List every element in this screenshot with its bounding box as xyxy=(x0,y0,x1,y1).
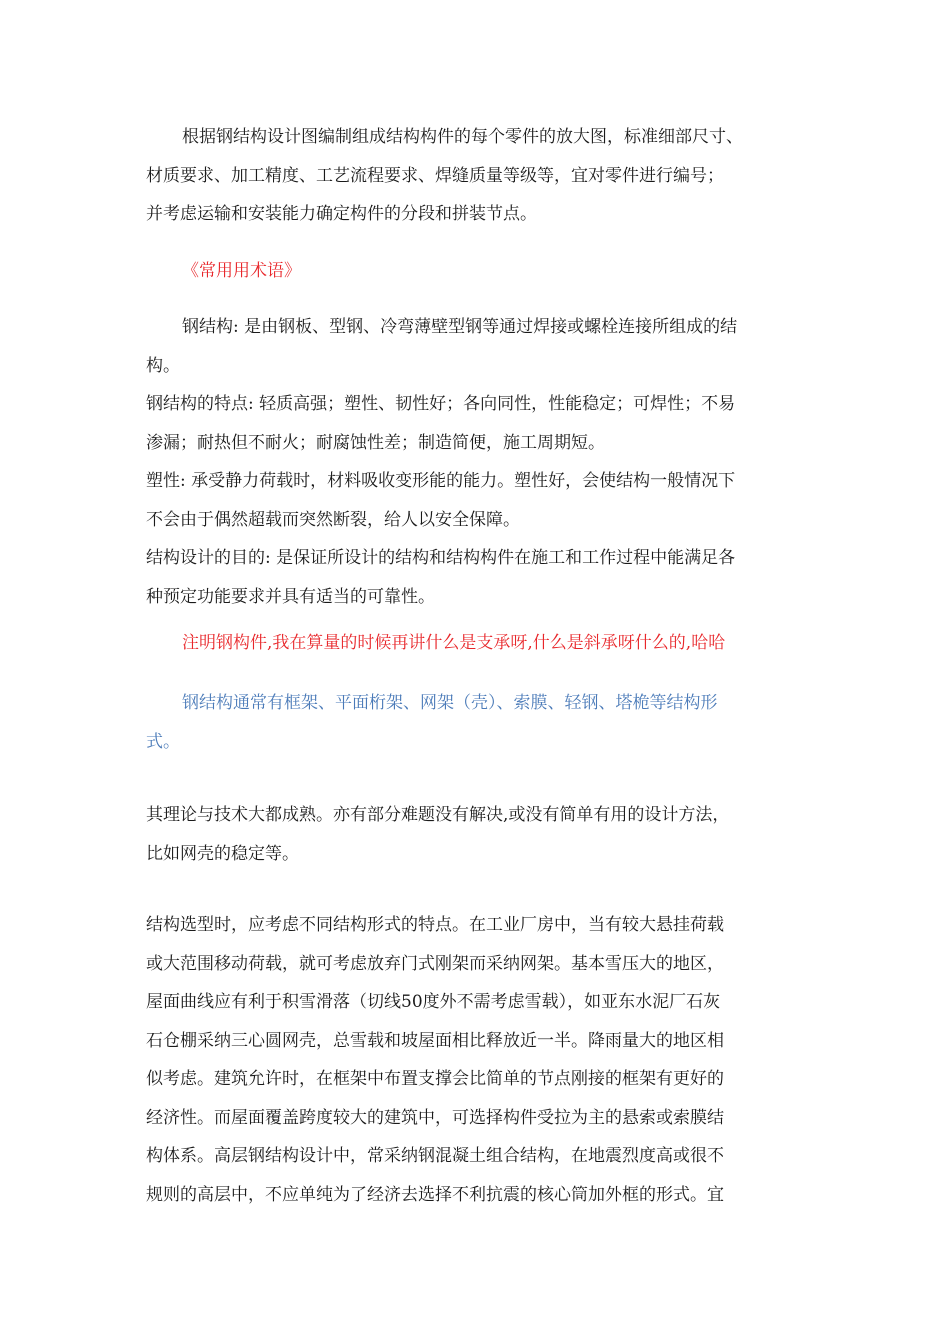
definition-line: 不会由于偶然超载而突然断裂，给人以安全保障。 xyxy=(146,509,520,530)
intro-paragraph xyxy=(146,118,810,234)
intro-line: 根据钢结构设计图编制组成结构构件的每个零件的放大图，标准细部尺寸、 xyxy=(182,127,743,147)
definition-line: 钢结构的特点: 轻质高强；塑性、韧性好；各向同性，性能稳定；可焊性；不易 xyxy=(146,394,736,414)
definition-line: 构。 xyxy=(146,355,180,376)
selection-line: 构体系。高层钢结构设计中，常采纳钢混凝土组合结构，在地震烈度高或很不 xyxy=(146,1146,724,1166)
selection-paragraph xyxy=(146,906,810,1214)
red-note-text: 注明钢构件,我在算量的时候再讲什么是支承呀,什么是斜承呀什么的,哈哈 xyxy=(182,633,726,653)
definition-line: 塑性: 承受静力荷载时，材料吸收变形能的能力。塑性好，会使结构一般情况下 xyxy=(146,471,736,491)
section-title xyxy=(146,252,810,291)
definition-line: 钢结构: 是由钢板、型钢、冷弯薄壁型钢等通过焊接或螺栓连接所组成的结 xyxy=(182,317,738,337)
blue-line: 钢结构通常有框架、平面桁架、网架（壳）、索膜、轻钢、塔桅等结构形 xyxy=(182,693,718,713)
definition-line: 种预定功能要求并具有适当的可靠性。 xyxy=(146,586,435,607)
selection-line: 规则的高层中，不应单纯为了经济去选择不利抗震的核心筒加外框的形式。宜 xyxy=(146,1184,724,1205)
section-title-text: 《常用用术语》 xyxy=(182,261,301,281)
theory-paragraph xyxy=(146,796,810,873)
definition-line: 渗漏；耐热但不耐火；耐腐蚀性差；制造简便，施工周期短。 xyxy=(146,432,605,453)
intro-line: 并考虑运输和安装能力确定构件的分段和拼装节点。 xyxy=(146,204,537,224)
red-note xyxy=(146,624,810,663)
theory-line: 比如网壳的稳定等。 xyxy=(146,843,299,864)
selection-line: 屋面曲线应有利于积雪滑落（切线50度外不需考虑雪载），如亚东水泥厂石灰 xyxy=(146,992,721,1012)
definition-line: 结构设计的目的: 是保证所设计的结构和结构构件在施工和工作过程中能满足各 xyxy=(146,548,736,568)
blue-paragraph xyxy=(146,684,810,761)
selection-line: 石仓棚采纳三心圆网壳，总雪载和坡屋面相比释放近一半。降雨量大的地区相 xyxy=(146,1030,724,1051)
theory-line: 其理论与技术大都成熟。亦有部分难题没有解决,或没有简单有用的设计方法， xyxy=(146,805,730,825)
intro-line: 材质要求、加工精度、工艺流程要求、焊缝质量等级等，宜对零件进行编号； xyxy=(146,165,724,186)
selection-line: 或大范围移动荷载，就可考虑放弃门式刚架而采纳网架。基本雪压大的地区， xyxy=(146,953,724,974)
selection-line: 结构选型时，应考虑不同结构形式的特点。在工业厂房中，当有较大悬挂荷载 xyxy=(146,915,724,935)
selection-line: 经济性。而屋面覆盖跨度较大的建筑中，可选择构件受拉为主的悬索或索膜结 xyxy=(146,1107,724,1128)
blue-line: 式。 xyxy=(146,731,180,752)
definitions-block xyxy=(146,308,810,616)
selection-line: 似考虑。建筑允许时，在框架中布置支撑会比简单的节点刚接的框架有更好的 xyxy=(146,1069,724,1089)
